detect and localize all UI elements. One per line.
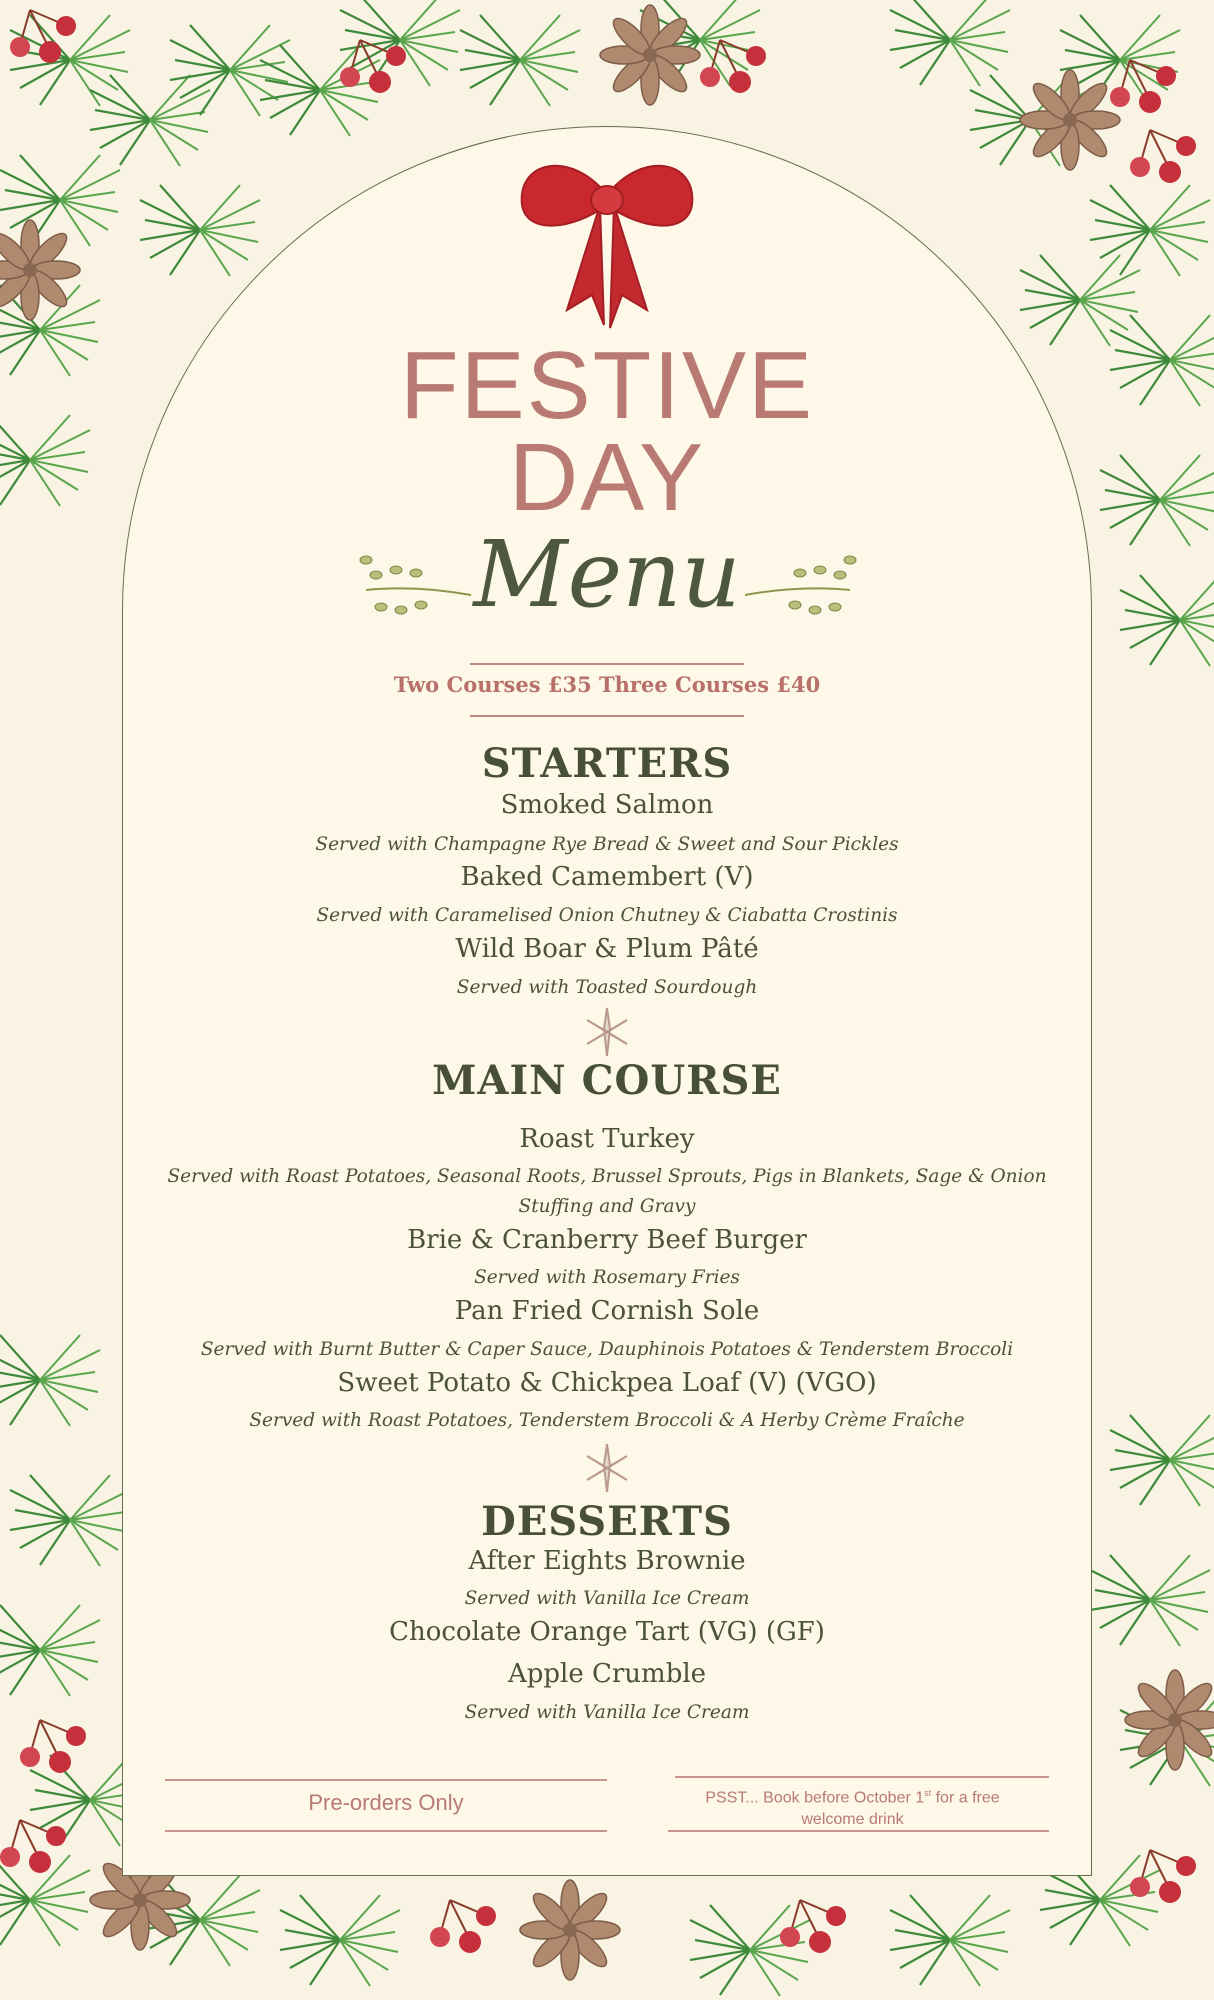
dish-description: Served with Caramelised Onion Chutney & Ciabatta Crostinis xyxy=(316,905,898,926)
dish-description: Served with Roast Potatoes, Seasonal Roots, Brussel Sprouts, Pigs in Blankets, Sage & Onion xyxy=(167,1166,1047,1187)
footer-booking-sup: st xyxy=(924,1788,932,1798)
dish-name: Chocolate Orange Tart (VG) (GF) xyxy=(389,1617,825,1647)
section-title-main-course: MAIN COURSE xyxy=(432,1057,782,1104)
sprig-icon xyxy=(740,545,860,630)
dish-description: Stuffing and Gravy xyxy=(518,1196,696,1217)
dish-description: Served with Rosemary Fries xyxy=(474,1267,740,1288)
pricing-rule-bottom xyxy=(470,715,744,717)
footer-rule xyxy=(165,1830,607,1832)
pricing-rule-top xyxy=(470,663,744,665)
footer-booking-text: for a free xyxy=(931,1789,1000,1807)
dish-name: Apple Crumble xyxy=(507,1659,707,1689)
footer-rule xyxy=(668,1830,1049,1832)
footer-rule xyxy=(165,1779,607,1781)
dish-name: Smoked Salmon xyxy=(500,790,714,820)
dish-name: Roast Turkey xyxy=(519,1124,695,1154)
dish-name: Baked Camembert (V) xyxy=(460,862,754,892)
dish-description: Served with Toasted Sourdough xyxy=(456,977,758,998)
title-day: DAY xyxy=(508,424,706,531)
section-title-starters: STARTERS xyxy=(481,740,733,787)
title-festive: FESTIVE xyxy=(399,332,815,439)
divider-star-icon xyxy=(585,1007,629,1057)
dish-name: Brie & Cranberry Beef Burger xyxy=(407,1225,807,1255)
section-title-desserts: DESSERTS xyxy=(481,1498,733,1545)
bow-icon xyxy=(512,150,702,340)
footer-rule xyxy=(675,1776,1049,1778)
divider-star-icon xyxy=(585,1443,629,1493)
dish-name: Wild Boar & Plum Pâté xyxy=(455,934,759,964)
title-menu: Menu xyxy=(473,521,741,628)
dish-description: Served with Burnt Butter & Caper Sauce, Dauphinois Potatoes & Tenderstem Broccoli xyxy=(200,1339,1014,1360)
dish-name: After Eights Brownie xyxy=(468,1546,746,1576)
footer-preorders: Pre-orders Only xyxy=(308,1790,464,1815)
pricing-text: Two Courses £35 Three Courses £40 xyxy=(393,672,821,697)
dish-description: Served with Roast Potatoes, Tenderstem Broccoli & A Herby Crème Fraîche xyxy=(249,1410,965,1431)
dish-description: Served with Vanilla Ice Cream xyxy=(464,1588,750,1609)
dish-description: Served with Vanilla Ice Cream xyxy=(464,1702,750,1723)
footer-booking-text: welcome drink xyxy=(801,1811,904,1829)
footer-booking-text: PSST... Book before October 1 xyxy=(705,1789,925,1807)
dish-name: Sweet Potato & Chickpea Loaf (V) (VGO) xyxy=(337,1368,877,1398)
dish-description: Served with Champagne Rye Bread & Sweet and Sour Pickles xyxy=(315,834,899,855)
footer-booking-note xyxy=(660,1782,1045,1831)
sprig-icon xyxy=(356,545,476,630)
dish-name: Pan Fried Cornish Sole xyxy=(454,1296,760,1326)
